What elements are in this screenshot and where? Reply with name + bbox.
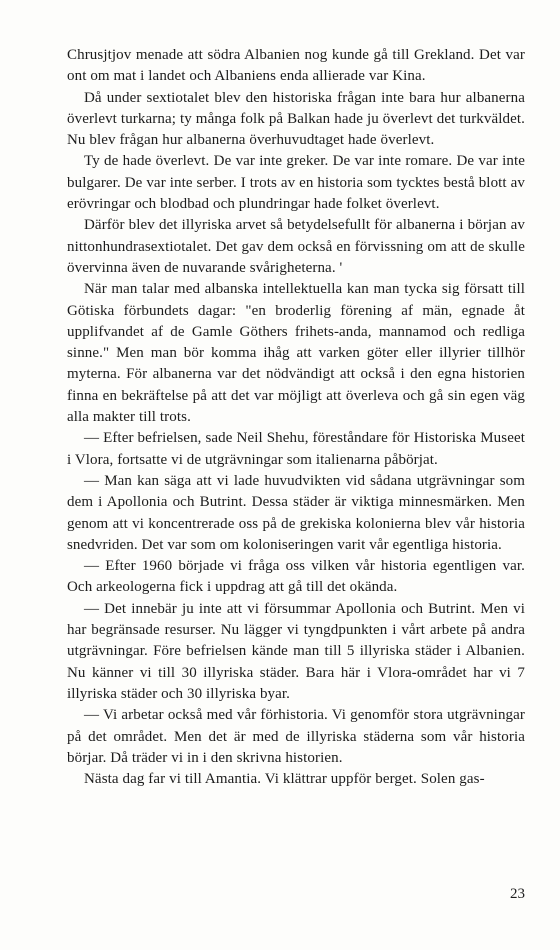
paragraph: Ty de hade överlevt. De var inte greker. De var inte romare. De var inte bulgarer. De var inte serber. I trots av en historia som tycktes bestå blott av erövringar och blodbad och plundringar hade folket överlevt. bbox=[67, 153, 525, 213]
paragraph: — Man kan säga att vi lade huvudvikten vid sådana utgrävningar som dem i Apollonia och Butrint. Dessa städer är viktiga minnesmärken. Men genom att vi koncentrerade oss på de grekiska kolonierna blev vår historia snedvriden. Det var som om koloniseringen varit vår egentliga historia. bbox=[67, 472, 525, 553]
paragraph: — Vi arbetar också med vår förhistoria. Vi genomför stora utgrävningar på det området. Men det är med de illyriska städerna som vår historia börjar. Då träder vi in i den skrivna historien. bbox=[67, 707, 525, 766]
body-text bbox=[67, 45, 525, 790]
page-number: 23 bbox=[510, 886, 525, 902]
paragraph: När man talar med albanska intellektuella kan man tycka sig försatt till Götiska förbundets dagar: "en broderlig förening af män, egnade åt upplifvandet af de Gamle Göthers frihets-anda, mannamod och redliga sinne." Men man bör komma ihåg att varken göter eller illyrier tillhör myterna. För albanerna var det nödvändigt att också i den egna historien finna en bekräftelse på att det var möjligt att överleva och gå sin egen väg alla makter till trots. bbox=[67, 281, 525, 426]
paragraph: — Efter 1960 började vi fråga oss vilken vår historia egentligen var. Och arkeologerna fick i uppdrag att gå till det okända. bbox=[67, 558, 525, 596]
paragraph: Nästa dag far vi till Amantia. Vi klättrar uppför berget. Solen gas- bbox=[84, 771, 485, 788]
paragraph: Därför blev det illyriska arvet så betydelsefullt för albanerna i början av nittonhundrasextiotalet. Det gav dem också en förvissning om att de skulle övervinna även de nuvarande svårigheterna. ' bbox=[67, 217, 525, 276]
paragraph: — Det innebär ju inte att vi försummar Apollonia och Butrint. Men vi har begränsade resurser. Nu lägger vi tyngdpunkten i vårt arbete på andra utgrävningar. Före befrielsen kände man till 5 illyriska städer i Albanien. Nu känner vi till 30 illyriska städer. Bara här i Vlora-området har vi 7 illyriska städer och 30 illyriska byar. bbox=[67, 600, 525, 702]
paragraph: Chrusjtjov menade att södra Albanien nog kunde gå till Grekland. Det var ont om mat i landet och Albaniens enda allierade var Kina. bbox=[67, 47, 525, 85]
paragraph: — Efter befrielsen, sade Neil Shehu, föreståndare för Historiska Museet i Vlora, fortsatte vi de utgrävningar som italienarna påbörjat. bbox=[67, 430, 525, 468]
paragraph: Då under sextiotalet blev den historiska frågan inte bara hur albanerna överlevt turkarna; ty många folk på Balkan hade ju överlevt det turkväldet. Nu blev frågan hur albanerna överhuvudtaget hade överlevt. bbox=[67, 89, 525, 149]
